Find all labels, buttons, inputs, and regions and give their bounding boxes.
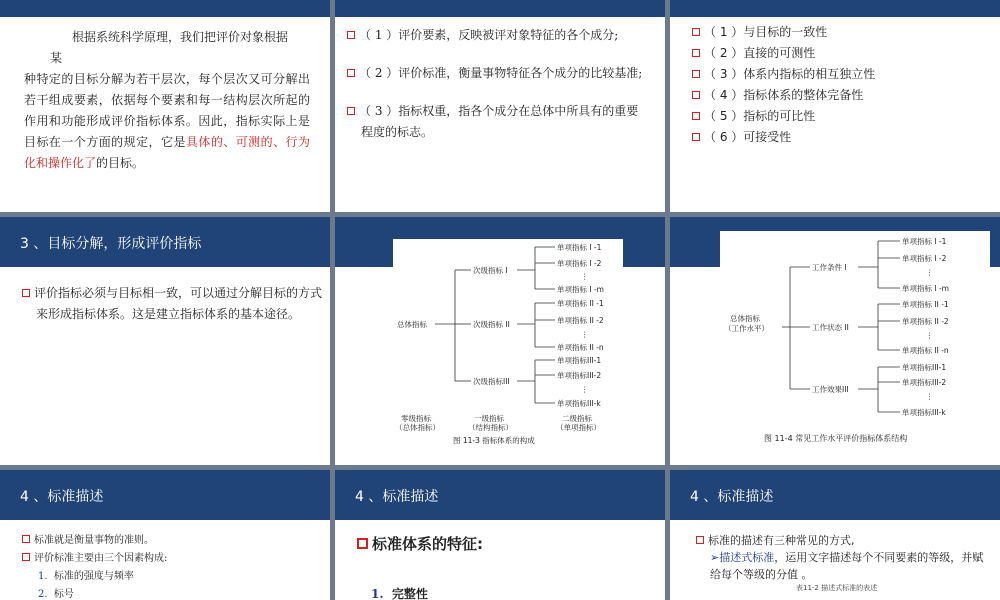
diagram-leaf: 单项指标 I -1 [557, 243, 602, 252]
diagram-background [720, 231, 990, 456]
diagram-leaf: 单项指标 II -1 [902, 300, 949, 309]
slide-3-header-bar [670, 0, 1000, 17]
slide-2-header-bar [335, 0, 665, 17]
slide-9-partial: 表11-2 描述式标准的表述 [796, 584, 878, 592]
slide-2[interactable] [335, 0, 665, 212]
diagram-dots: ⋮ [926, 268, 934, 277]
slide-1-text-red: 具体的、可测的、行为化和操作化了 [24, 135, 310, 170]
diagram-caption: 图 11-4 常见工作水平评价指标体系结构 [764, 434, 908, 443]
slide-1[interactable] [0, 0, 330, 212]
slide-4-title: 3 、目标分解，形成评价指标 [20, 236, 202, 252]
diagram-dots: ⋮ [926, 392, 934, 401]
diagram-mid: 次级指标 II [473, 320, 510, 329]
diagram-mid: 次级指标III [473, 377, 510, 386]
slide-1-header-bar [0, 0, 330, 17]
slide-8-title: 4 、标准描述 [355, 489, 439, 505]
diagram-leaf: 单项指标 II -2 [902, 317, 949, 326]
diagram-leaf: 单项指标III-k [902, 408, 946, 417]
diagram-leaf: 单项指标 I -m [557, 285, 604, 294]
slide-3-item: （ 6 ）可接受性 [692, 127, 992, 148]
diagram-mid: 工作状态 II [812, 323, 849, 332]
slide-6-diagram [670, 217, 1000, 465]
slide-3-item: （ 5 ）指标的可比性 [692, 106, 992, 127]
diagram-leaf: 单项指标 I -2 [902, 254, 947, 263]
diagram-dots: ⋮ [926, 331, 934, 340]
slide-4-header-bar [0, 217, 330, 267]
slide-8-item: 1. 完整性 [371, 587, 428, 600]
diagram-leaf: 单项指标III-1 [902, 363, 947, 372]
diagram-leaf: 单项指标 II -n [557, 343, 604, 352]
slide-2-body [347, 25, 647, 143]
diagram-root: 总体指标 [730, 314, 760, 323]
slide-6[interactable] [670, 217, 1000, 465]
slide-7-numbered: 2. 标号 [38, 589, 74, 600]
diagram-root-sub: （工作水平） [724, 324, 769, 333]
slide-3[interactable] [670, 0, 1000, 212]
checkbox-icon [692, 133, 700, 141]
checkbox-icon [692, 28, 700, 36]
diagram-mid: 工作条件 I [812, 263, 847, 272]
diagram-dots: ⋮ [581, 385, 589, 394]
checkbox-icon [22, 553, 30, 561]
diagram-dots: ⋮ [581, 272, 589, 281]
slide-3-item: （ 2 ）直接的可测性 [692, 43, 992, 64]
diagram-leaf: 单项指标 II -n [902, 346, 949, 355]
checkbox-icon [692, 91, 700, 99]
slide-9-body [696, 532, 986, 593]
diagram-leaf: 单项指标III-k [557, 399, 601, 408]
slide-1-text-a: 种特定的目标分解为若干层次，每个层次又可分解出若干组成要素，依据每个要素和每一结构层次所起的作用和功能形成评价指标体系。因此，指标实际上是目标在一个方面的规定，它是 [24, 72, 310, 149]
slide-5-diagram [335, 217, 665, 465]
slide-1-line1b: 某 [50, 51, 63, 65]
diagram-mid: 工作效果III [812, 385, 849, 394]
slide-9[interactable] [670, 470, 1000, 600]
checkbox-icon [357, 538, 368, 549]
slide-7-bullet: 评价标准主要由三个因素构成: [22, 550, 322, 568]
slide-1-paragraph [24, 69, 310, 174]
diagram-level0b: （总体指标） [395, 423, 440, 432]
checkbox-icon [22, 289, 30, 297]
diagram-leaf: 单项指标III-1 [557, 356, 602, 365]
slide-9-subitem: ➢描述式标准，运用文字描述每个不同要素的等级，并赋给每个等级的分值 。 [710, 551, 984, 581]
slide-7-header-bar [0, 470, 330, 520]
diagram-leaf: 单项指标 I -1 [902, 237, 947, 246]
slide-4-body [22, 283, 326, 325]
diagram-leaf: 单项指标 I -2 [557, 259, 602, 268]
slide-9-link[interactable]: 描述式标准 [719, 551, 775, 564]
slide-8-header-bar [335, 470, 665, 520]
slide-3-item: （ 1 ）与目标的一致性 [692, 22, 992, 43]
checkbox-icon [692, 112, 700, 120]
slide-8[interactable] [335, 470, 665, 600]
slide-5[interactable] [335, 217, 665, 465]
diagram-caption: 图 11-3 指标体系的构成 [453, 436, 535, 445]
slide-1-line1: 根据系统科学原理，我们把评价对象根据 [72, 30, 289, 44]
checkbox-icon [347, 31, 355, 39]
checkbox-icon [692, 70, 700, 78]
diagram-leaf: 单项指标 I -m [902, 284, 949, 293]
slide-3-body [692, 22, 992, 148]
checkbox-icon [347, 107, 355, 115]
slide-7-numbered: 1. 标准的强度与频率 [38, 571, 134, 582]
arrow-icon: ➢ [710, 551, 720, 564]
diagram-dots: ⋮ [581, 330, 589, 339]
diagram-leaf: 单项指标 II -2 [557, 316, 604, 325]
slide-3-item: （ 4 ）指标体系的整体完备性 [692, 85, 992, 106]
slide-2-item: （ 1 ）评价要素，反映被评对象特征的各个成分; [347, 25, 647, 46]
slide-8-heading: 标准体系的特征: [357, 534, 483, 554]
diagram-level0: 零级指标 [401, 414, 431, 423]
slide-3-item: （ 3 ）体系内指标的相互独立性 [692, 64, 992, 85]
diagram-level2: 二级指标 [562, 414, 592, 423]
diagram-level1: 一级指标 [474, 414, 504, 423]
slide-7-body [22, 532, 322, 600]
diagram-level1b: （结构指标） [468, 423, 513, 432]
slide-1-text-b: 的目标。 [96, 156, 145, 170]
diagram-leaf: 单项指标III-2 [557, 371, 602, 380]
checkbox-icon [696, 536, 704, 544]
slide-2-item: （ 3 ）指标权重，指各个成分在总体中所具有的重要程度的标志。 [347, 101, 647, 143]
slide-2-item: （ 2 ）评价标准，衡量事物特征各个成分的比较基准; [347, 63, 647, 84]
diagram-mid: 次级指标 I [473, 266, 508, 275]
slide-7-title: 4 、标准描述 [20, 489, 104, 505]
checkbox-icon [347, 69, 355, 77]
diagram-leaf: 单项指标 II -1 [557, 299, 604, 308]
diagram-level2b: （单项指标） [556, 423, 601, 432]
slide-9-header-bar [670, 470, 1000, 520]
diagram-leaf: 单项指标III-2 [902, 378, 947, 387]
slide-9-title: 4 、标准描述 [690, 489, 774, 505]
slide-1-body [24, 27, 310, 174]
diagram-root: 总体指标 [397, 320, 427, 329]
slide-7[interactable] [0, 470, 330, 600]
checkbox-icon [22, 535, 30, 543]
slide-9-bullet: 标准的描述有三种常见的方式, [696, 532, 986, 549]
slide-4[interactable] [0, 217, 330, 465]
checkbox-icon [692, 49, 700, 57]
slide-4-text: 评价指标必须与目标相一致，可以通过分解目标的方式来形成指标体系。这是建立指标体系的基本途径。 [34, 286, 323, 321]
slide-7-bullet: 标准就是衡量事物的准则。 [22, 532, 322, 550]
